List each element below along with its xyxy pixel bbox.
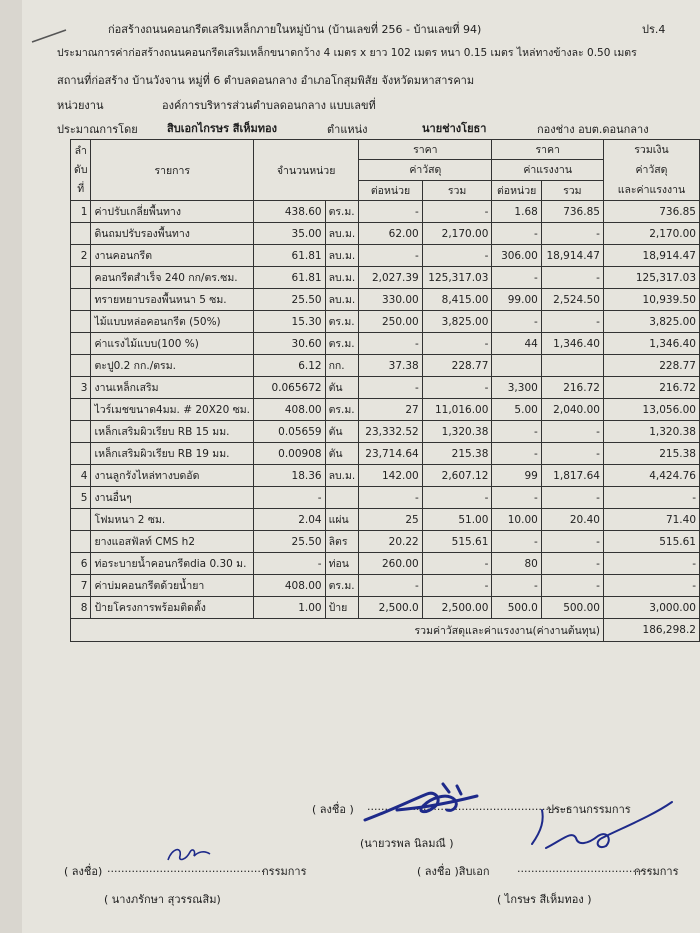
- row-number: [71, 531, 91, 553]
- table-row: [71, 377, 700, 399]
- header-qty-unit: จำนวนหน่วย: [253, 140, 358, 201]
- row-number: [71, 289, 91, 311]
- row-labor-total: -: [541, 443, 603, 465]
- grand-total-label: รวมค่าวัสดุและค่าแรงงาน(ค่างานต้นทุน): [71, 619, 604, 642]
- row-labor-total: 2,524.50: [541, 289, 603, 311]
- row-labor-total: -: [541, 575, 603, 597]
- header-sum-line2: ค่าวัสดุ: [635, 164, 668, 176]
- row-labor-per-unit: 500.0: [492, 597, 541, 619]
- row-quantity: 408.00: [253, 575, 325, 597]
- row-material-total: 2,170.00: [422, 223, 492, 245]
- row-labor-total: 1,817.64: [541, 465, 603, 487]
- row-sum: 10,939.50: [603, 289, 699, 311]
- row-labor-per-unit: 99.00: [492, 289, 541, 311]
- header-no-line2: ดับ: [74, 163, 88, 176]
- row-sum: 228.77: [603, 355, 699, 377]
- header-sum-line3: และค่าแรงงาน: [617, 184, 686, 196]
- row-labor-per-unit: 1.68: [492, 201, 541, 223]
- row-labor-per-unit: [492, 355, 541, 377]
- row-unit: ป้าย: [325, 597, 359, 619]
- row-quantity: 25.50: [253, 289, 325, 311]
- row-quantity: 35.00: [253, 223, 325, 245]
- row-material-per-unit: 260.00: [359, 553, 422, 575]
- row-material-per-unit: -: [359, 377, 422, 399]
- row-labor-total: 18,914.47: [541, 245, 603, 267]
- form-number: ปร.4: [642, 23, 666, 36]
- row-labor-per-unit: -: [492, 443, 541, 465]
- row-material-per-unit: -: [359, 575, 422, 597]
- row-sum: 215.38: [603, 443, 699, 465]
- header-no: [71, 140, 91, 201]
- row-material-per-unit: 25: [359, 509, 422, 531]
- member1-signature-icon: [162, 838, 222, 868]
- table-header-row: [71, 140, 700, 160]
- row-labor-total: [541, 355, 603, 377]
- table-row: [71, 289, 700, 311]
- row-number: [71, 355, 91, 377]
- row-labor-per-unit: -: [492, 223, 541, 245]
- row-sum: 125,317.03: [603, 267, 699, 289]
- member1-role: กรรมการ: [262, 865, 307, 878]
- estimate-description: ประมาณการค่าก่อสร้างถนนคอนกรีตเสริมเหล็กขนาดกว้าง 4 เมตร x ยาว 102 เมตร หนา 0.15 เมตร ไหล่ทางข้างละ 0.50 เมตร: [57, 47, 637, 59]
- table-row: [71, 531, 700, 553]
- row-unit: ตัน: [325, 443, 359, 465]
- row-sum: 515.61: [603, 531, 699, 553]
- row-material-per-unit: 23,332.52: [359, 421, 422, 443]
- row-item: งานคอนกรีต: [91, 245, 254, 267]
- chair-signature-prefix: ( ลงชื่อ ): [312, 803, 354, 816]
- agency-value: องค์การบริหารส่วนตำบลดอนกลาง แบบเลขที่: [162, 99, 376, 112]
- row-material-per-unit: 2,027.39: [359, 267, 422, 289]
- row-number: 7: [71, 575, 91, 597]
- row-quantity: 408.00: [253, 399, 325, 421]
- row-item: ค่าปรับเกลี่ยพื้นทาง: [91, 201, 254, 223]
- row-sum: 13,056.00: [603, 399, 699, 421]
- row-labor-total: 20.40: [541, 509, 603, 531]
- row-labor-total: -: [541, 553, 603, 575]
- row-labor-total: -: [541, 311, 603, 333]
- construction-site: สถานที่ก่อสร้าง บ้านวังจาน หมู่ที่ 6 ตำบลดอนกลาง อำเภอโกสุมพิสัย จังหวัดมหาสารคาม: [57, 74, 475, 87]
- row-unit: ลบ.ม.: [325, 289, 359, 311]
- chair-name: (นายวรพล นิลมณี ): [360, 837, 454, 850]
- document-page: [22, 0, 700, 933]
- row-labor-per-unit: -: [492, 267, 541, 289]
- row-unit: ตร.ม.: [325, 575, 359, 597]
- row-sum: 3,000.00: [603, 597, 699, 619]
- row-number: [71, 399, 91, 421]
- table-row: [71, 553, 700, 575]
- row-labor-total: 2,040.00: [541, 399, 603, 421]
- row-item: ตะปู0.2 กก./ตรม.: [91, 355, 254, 377]
- row-material-total: -: [422, 377, 492, 399]
- row-material-total: 2,500.00: [422, 597, 492, 619]
- row-unit: ตร.ม.: [325, 399, 359, 421]
- row-item: ท่อระบายน้ำคอนกรีตdia 0.30 ม.: [91, 553, 254, 575]
- row-item: ไวร์เมชขนาด4มม. # 20X20 ซม.: [91, 399, 254, 421]
- row-labor-total: 216.72: [541, 377, 603, 399]
- row-material-per-unit: 142.00: [359, 465, 422, 487]
- row-material-per-unit: 62.00: [359, 223, 422, 245]
- row-unit: ท่อน: [325, 553, 359, 575]
- row-item: ไม้แบบหล่อคอนกรีต (50%): [91, 311, 254, 333]
- table-row: [71, 399, 700, 421]
- row-material-total: 3,825.00: [422, 311, 492, 333]
- member1-signature-dots: .............................................: [107, 862, 265, 875]
- member2-name: ( ไกรษร สีเห็มทอง ): [497, 893, 592, 906]
- row-material-per-unit: 250.00: [359, 311, 422, 333]
- division-value: กองช่าง อบต.ดอนกลาง: [537, 123, 649, 136]
- row-material-per-unit: 330.00: [359, 289, 422, 311]
- row-labor-per-unit: -: [492, 575, 541, 597]
- table-row: [71, 575, 700, 597]
- row-sum: 736.85: [603, 201, 699, 223]
- chair-role: ประธานกรรมการ: [547, 803, 631, 816]
- row-number: [71, 267, 91, 289]
- row-unit: ลบ.ม.: [325, 223, 359, 245]
- row-quantity: 25.50: [253, 531, 325, 553]
- row-item: ป้ายโครงการพร้อมติดตั้ง: [91, 597, 254, 619]
- row-unit: กก.: [325, 355, 359, 377]
- header-sum-line1: รวมเงิน: [634, 144, 669, 156]
- row-material-per-unit: 2,500.0: [359, 597, 422, 619]
- row-material-total: 125,317.03: [422, 267, 492, 289]
- table-row: [71, 443, 700, 465]
- row-sum: 18,914.47: [603, 245, 699, 267]
- row-number: [71, 333, 91, 355]
- header-labor: ราคา: [492, 140, 604, 160]
- row-labor-per-unit: -: [492, 531, 541, 553]
- header-item: รายการ: [91, 140, 254, 201]
- header-sum: [603, 140, 699, 201]
- header-material-total: รวม: [422, 180, 492, 200]
- member2-signature-prefix: ( ลงชื่อ )สิบเอก: [417, 865, 490, 878]
- header-labor-total: รวม: [541, 180, 603, 200]
- header-labor-per-unit: ต่อหน่วย: [492, 180, 541, 200]
- row-sum: 1,320.38: [603, 421, 699, 443]
- member2-signature-icon: [502, 790, 682, 870]
- table-row: [71, 245, 700, 267]
- row-number: 4: [71, 465, 91, 487]
- row-quantity: 61.81: [253, 245, 325, 267]
- agency-label: หน่วยงาน: [57, 99, 104, 112]
- row-number: [71, 443, 91, 465]
- row-unit: ตร.ม.: [325, 311, 359, 333]
- row-labor-per-unit: 10.00: [492, 509, 541, 531]
- row-material-per-unit: 23,714.64: [359, 443, 422, 465]
- row-quantity: 61.81: [253, 267, 325, 289]
- row-labor-total: -: [541, 487, 603, 509]
- member2-role: กรรมการ: [634, 865, 679, 878]
- grand-total-value: 186,298.2: [603, 619, 699, 642]
- row-unit: ตัน: [325, 377, 359, 399]
- row-item: โฟมหนา 2 ซม.: [91, 509, 254, 531]
- row-material-per-unit: -: [359, 245, 422, 267]
- row-material-total: 51.00: [422, 509, 492, 531]
- row-unit: แผ่น: [325, 509, 359, 531]
- row-material-per-unit: 27: [359, 399, 422, 421]
- row-number: [71, 509, 91, 531]
- row-labor-total: -: [541, 421, 603, 443]
- position-label: ตำแหน่ง: [327, 123, 368, 136]
- row-unit: ลิตร: [325, 531, 359, 553]
- row-item: งานอื่นๆ: [91, 487, 254, 509]
- table-row: [71, 421, 700, 443]
- row-number: 3: [71, 377, 91, 399]
- row-labor-per-unit: 5.00: [492, 399, 541, 421]
- position-value: นายช่างโยธา: [422, 122, 487, 135]
- row-labor-per-unit: 99: [492, 465, 541, 487]
- row-labor-total: -: [541, 531, 603, 553]
- table-row: [71, 333, 700, 355]
- row-number: 8: [71, 597, 91, 619]
- row-labor-per-unit: -: [492, 421, 541, 443]
- row-unit: ลบ.ม.: [325, 267, 359, 289]
- row-material-total: 215.38: [422, 443, 492, 465]
- row-material-total: 228.77: [422, 355, 492, 377]
- row-item: เหล็กเสริมผิวเรียบ RB 15 มม.: [91, 421, 254, 443]
- row-material-total: -: [422, 553, 492, 575]
- row-unit: ลบ.ม.: [325, 245, 359, 267]
- row-sum: 2,170.00: [603, 223, 699, 245]
- row-number: 5: [71, 487, 91, 509]
- row-number: 6: [71, 553, 91, 575]
- row-item: ค่าบ่มคอนกรีตด้วยน้ำยา: [91, 575, 254, 597]
- table-row: [71, 355, 700, 377]
- chair-signature-dots: ..........................................................: [367, 800, 570, 813]
- header-no-line1: ลำ: [74, 144, 87, 157]
- row-labor-per-unit: -: [492, 487, 541, 509]
- row-item: ยางแอสฟัลท์ CMS h2: [91, 531, 254, 553]
- row-number: [71, 421, 91, 443]
- row-material-total: 8,415.00: [422, 289, 492, 311]
- table-row: [71, 201, 700, 223]
- table-row: [71, 223, 700, 245]
- row-sum: -: [603, 487, 699, 509]
- row-labor-per-unit: 44: [492, 333, 541, 355]
- row-number: [71, 311, 91, 333]
- pen-mark-icon: [30, 26, 70, 46]
- row-quantity: -: [253, 553, 325, 575]
- row-material-total: 11,016.00: [422, 399, 492, 421]
- member1-signature-prefix: ( ลงชื่อ): [64, 865, 103, 878]
- row-sum: 216.72: [603, 377, 699, 399]
- row-material-total: 2,607.12: [422, 465, 492, 487]
- row-unit: ตร.ม.: [325, 201, 359, 223]
- table-row: [71, 311, 700, 333]
- row-item: คอนกรีตสำเร็จ 240 กก/ตร.ซม.: [91, 267, 254, 289]
- row-material-per-unit: 20.22: [359, 531, 422, 553]
- row-material-per-unit: -: [359, 333, 422, 355]
- chair-signature-icon: [357, 772, 497, 832]
- table-row: [71, 509, 700, 531]
- table-row: [71, 597, 700, 619]
- row-labor-per-unit: 80: [492, 553, 541, 575]
- header-material: ราคา: [359, 140, 492, 160]
- row-labor-per-unit: 306.00: [492, 245, 541, 267]
- table-row: [71, 487, 700, 509]
- row-quantity: 15.30: [253, 311, 325, 333]
- header-labor-sub: ค่าแรงงาน: [492, 160, 604, 180]
- bill-of-quantities-table: [70, 139, 700, 642]
- row-quantity: 0.00908: [253, 443, 325, 465]
- row-quantity: 1.00: [253, 597, 325, 619]
- row-number: 2: [71, 245, 91, 267]
- row-material-total: -: [422, 333, 492, 355]
- table-row: [71, 267, 700, 289]
- row-quantity: 6.12: [253, 355, 325, 377]
- row-quantity: 2.04: [253, 509, 325, 531]
- row-sum: 4,424.76: [603, 465, 699, 487]
- row-quantity: 30.60: [253, 333, 325, 355]
- estimator-name: สิบเอกไกรษร สีเห็มทอง: [167, 122, 278, 135]
- row-labor-total: -: [541, 267, 603, 289]
- row-sum: -: [603, 553, 699, 575]
- header-material-per-unit: ต่อหน่วย: [359, 180, 422, 200]
- row-quantity: 18.36: [253, 465, 325, 487]
- row-item: ดินถมปรับรองพื้นทาง: [91, 223, 254, 245]
- total-row: [71, 619, 700, 642]
- row-material-per-unit: -: [359, 201, 422, 223]
- header-material-sub: ค่าวัสดุ: [359, 160, 492, 180]
- row-labor-total: 736.85: [541, 201, 603, 223]
- row-number: [71, 223, 91, 245]
- table-body: [71, 201, 700, 619]
- table-row: [71, 465, 700, 487]
- row-sum: -: [603, 575, 699, 597]
- document-title: ก่อสร้างถนนคอนกรีตเสริมเหล็กภายในหมู่บ้าน (บ้านเลขที่ 256 - บ้านเลขที่ 94): [108, 23, 482, 36]
- row-labor-total: 1,346.40: [541, 333, 603, 355]
- row-unit: ตัน: [325, 421, 359, 443]
- row-material-total: -: [422, 487, 492, 509]
- row-unit: ตร.ม.: [325, 333, 359, 355]
- row-quantity: 0.05659: [253, 421, 325, 443]
- row-material-per-unit: -: [359, 487, 422, 509]
- row-quantity: 0.065672: [253, 377, 325, 399]
- estimator-label: ประมาณการโดย: [57, 123, 138, 136]
- row-quantity: 438.60: [253, 201, 325, 223]
- row-item: เหล็กเสริมผิวเรียบ RB 19 มม.: [91, 443, 254, 465]
- row-sum: 3,825.00: [603, 311, 699, 333]
- row-item: ทรายหยาบรองพื้นหนา 5 ซม.: [91, 289, 254, 311]
- row-unit: ลบ.ม.: [325, 465, 359, 487]
- row-sum: 71.40: [603, 509, 699, 531]
- member1-name: ( นางภรักษา สุวรรณสิม): [104, 893, 221, 906]
- row-material-total: 515.61: [422, 531, 492, 553]
- row-material-total: -: [422, 575, 492, 597]
- row-material-total: -: [422, 245, 492, 267]
- row-labor-per-unit: 3,300: [492, 377, 541, 399]
- row-number: 1: [71, 201, 91, 223]
- row-labor-total: 500.00: [541, 597, 603, 619]
- row-material-total: 1,320.38: [422, 421, 492, 443]
- row-quantity: -: [253, 487, 325, 509]
- row-labor-total: -: [541, 223, 603, 245]
- row-item: ค่าแรงไม้แบบ(100 %): [91, 333, 254, 355]
- row-labor-per-unit: -: [492, 311, 541, 333]
- row-sum: 1,346.40: [603, 333, 699, 355]
- header-no-line3: ที่: [77, 182, 85, 195]
- row-item: งานลูกรังไหล่ทางบดอัด: [91, 465, 254, 487]
- member2-signature-dots: ......................................: [517, 862, 650, 875]
- row-material-per-unit: 37.38: [359, 355, 422, 377]
- row-material-total: -: [422, 201, 492, 223]
- row-item: งานเหล็กเสริม: [91, 377, 254, 399]
- row-unit: [325, 487, 359, 509]
